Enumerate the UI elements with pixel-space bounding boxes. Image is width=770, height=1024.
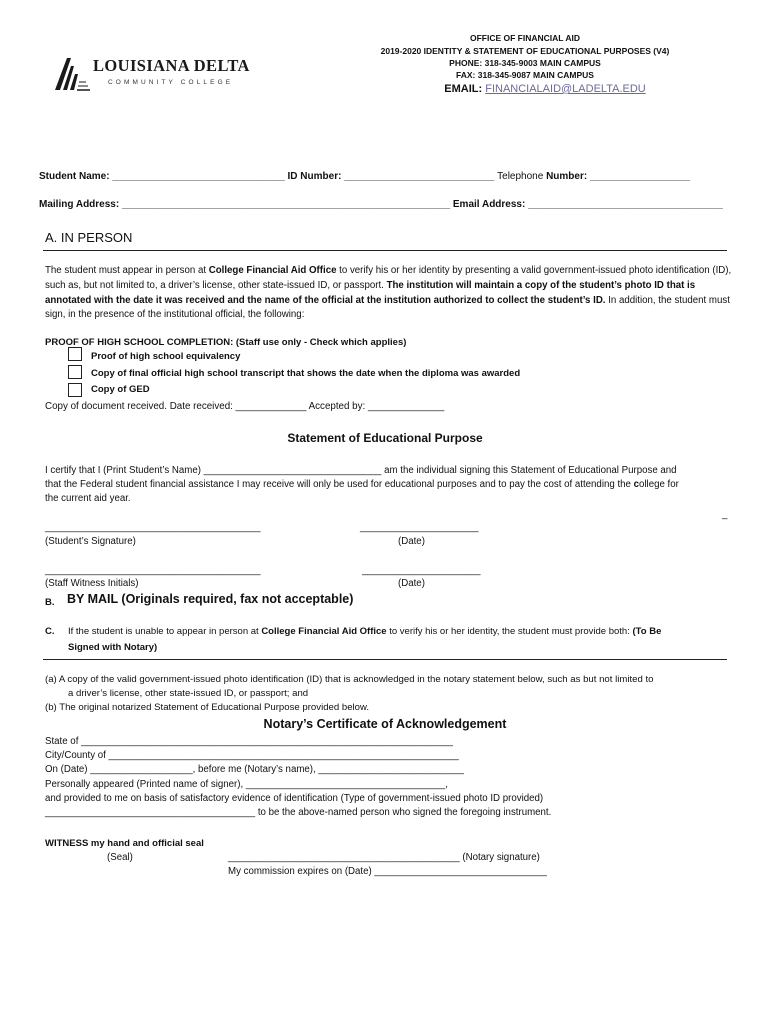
student-date-line[interactable]: ______________________ bbox=[360, 522, 479, 533]
hs-option-1-label: Proof of high school equivalency bbox=[91, 351, 241, 362]
statement-line-2b: c bbox=[633, 479, 639, 490]
hs-option-2-checkbox[interactable] bbox=[68, 365, 82, 379]
section-c-rule bbox=[43, 659, 727, 660]
notary-appeared-field[interactable]: Personally appeared (Printed name of signer), _____________________________________, bbox=[45, 779, 448, 790]
logo-subtitle: COMMUNITY COLLEGE bbox=[108, 79, 234, 86]
notary-named-field[interactable]: _______________________________________ to be the above-named person who signed the foregoing instrument. bbox=[45, 807, 552, 818]
email-link[interactable]: FINANCIALAID@LADELTA.EDU bbox=[485, 83, 646, 95]
p1-text-a: The student must appear in person at bbox=[45, 265, 209, 276]
logo-mark-icon bbox=[53, 52, 91, 92]
hs-option-3-label: Copy of GED bbox=[91, 384, 150, 395]
student-name-label[interactable]: Student Name: _______________________________ bbox=[39, 171, 288, 182]
telephone-number-field[interactable]: Number: __________________ bbox=[546, 171, 691, 182]
mail-item-a-1: (a) A copy of the valid government-issued photo identification (ID) that is acknowledged in the notary statement below, such as but not limited to bbox=[45, 674, 654, 685]
section-c-text bbox=[68, 626, 661, 637]
office-title: OFFICE OF FINANCIAL AID bbox=[469, 33, 581, 43]
notary-state-field[interactable]: State of _____________________________________________________________________ bbox=[45, 736, 453, 747]
email-line bbox=[400, 83, 690, 95]
student-info-row bbox=[39, 171, 690, 182]
phone-line: PHONE: 318-345-9003 MAIN CAMPUS bbox=[449, 58, 601, 68]
witness-date-line[interactable]: ______________________ bbox=[362, 565, 481, 576]
document-received-line[interactable]: Copy of document received. Date received: _____________ Accepted by: ______________ bbox=[45, 401, 445, 412]
section-c-office: College Financial Aid Office bbox=[261, 626, 387, 637]
fax-line: FAX: 318-345-9087 MAIN CAMPUS bbox=[456, 70, 594, 80]
p1-text-e: In addition, the student must sign, in the presence of the institutional official, the following: bbox=[45, 294, 730, 321]
email-label: EMAIL: bbox=[444, 83, 486, 95]
statement-line-2c: ollege for bbox=[639, 479, 679, 490]
p1-text-c: to verify his or her identity by presenting a valid government-issued photo identification (ID), such as, but not limited to, a driver’s license, other state-issued ID, or passport. bbox=[45, 265, 732, 291]
student-signature-label: (Student’s Signature) bbox=[45, 536, 136, 547]
hs-option-3-checkbox[interactable] bbox=[68, 383, 82, 397]
notary-date-field[interactable]: On (Date) ___________________, before me (Notary’s name), ___________________________ bbox=[45, 764, 464, 775]
notary-witness-text: WITNESS my hand and official seal bbox=[45, 838, 204, 849]
mail-item-a-2: a driver’s license, other state-issued ID, or passport; and bbox=[68, 688, 309, 699]
notary-evidence-text: and provided to me on basis of satisfactory evidence of identification (Type of government-issued photo ID provided) bbox=[45, 793, 544, 804]
section-b-letter: B. bbox=[45, 597, 55, 608]
statement-line-1[interactable]: I certify that I (Print Student’s Name) _________________________________ am the individual signing this Statement of Educational Purpose and bbox=[45, 465, 677, 476]
logo-name: LOUISIANA DELTA bbox=[93, 56, 250, 75]
form-title: 2019-2020 IDENTITY & STATEMENT OF EDUCATIONAL PURPOSES (V4) bbox=[380, 46, 670, 56]
hs-option-1-checkbox[interactable] bbox=[68, 347, 82, 361]
statement-line-3: the current aid year. bbox=[45, 493, 131, 504]
section-c-notary-note: (To Be bbox=[632, 626, 662, 637]
witness-signature-line[interactable]: ________________________________________ bbox=[45, 565, 261, 576]
telephone-label-pre: Telephone bbox=[497, 171, 547, 182]
p1-office: College Financial Aid Office bbox=[208, 265, 337, 276]
section-a-heading: A. IN PERSON bbox=[45, 230, 133, 245]
student-date-label: (Date) bbox=[398, 536, 425, 547]
notary-seal-label: (Seal) bbox=[107, 852, 133, 863]
id-number-label[interactable]: ID Number: ___________________________ bbox=[287, 171, 498, 182]
witness-label: (Staff Witness Initials) bbox=[45, 578, 139, 589]
college-logo bbox=[53, 52, 253, 94]
stray-mark: _ bbox=[722, 509, 728, 520]
notary-signature-field[interactable]: ___________________________________________ (Notary signature) bbox=[228, 852, 540, 863]
email-address-field[interactable]: Email Address: ___________________________________ bbox=[452, 199, 723, 210]
mailing-row bbox=[39, 199, 723, 210]
mailing-address-field[interactable]: Mailing Address: ___________________________________________________________ bbox=[39, 199, 453, 210]
hs-option-2-label: Copy of final official high school transcript that shows the date when the diploma was awarded bbox=[91, 368, 521, 379]
notary-city-field[interactable]: City/County of _________________________________________________________________ bbox=[45, 750, 459, 761]
hs-heading: PROOF OF HIGH SCHOOL COMPLETION: (Staff use only - Check which applies) bbox=[45, 337, 407, 348]
notary-commission-field[interactable]: My commission expires on (Date) ________________________________ bbox=[228, 866, 547, 877]
section-c-text-e: Signed with Notary) bbox=[68, 642, 158, 653]
section-c-text-a: If the student is unable to appear in person at bbox=[68, 626, 262, 637]
notary-title: Notary’s Certificate of Acknowledgement bbox=[263, 717, 507, 731]
witness-date-label: (Date) bbox=[398, 578, 425, 589]
section-c-letter: C. bbox=[45, 626, 55, 637]
section-b-heading: BY MAIL (Originals required, fax not acceptable) bbox=[67, 592, 354, 606]
statement-title: Statement of Educational Purpose bbox=[287, 431, 483, 445]
section-a-paragraph bbox=[45, 264, 735, 323]
student-signature-line[interactable]: ________________________________________ bbox=[45, 522, 261, 533]
p1-maintain: The institution will maintain a copy of the student’s photo ID that is annotated with the date it was received and the name of the official at the institution authorized to collect the student’s ID. bbox=[45, 279, 696, 306]
section-a-rule bbox=[43, 250, 727, 251]
mail-item-b: (b) The original notarized Statement of Educational Purpose provided below. bbox=[45, 702, 370, 713]
section-c-text-c: to verify his or her identity, the student must provide both: bbox=[386, 626, 633, 637]
statement-line-2 bbox=[45, 479, 679, 490]
statement-line-2a: that the Federal student financial assistance I may receive will only be used for educational purposes and to pay the cost of attending the bbox=[45, 479, 634, 490]
